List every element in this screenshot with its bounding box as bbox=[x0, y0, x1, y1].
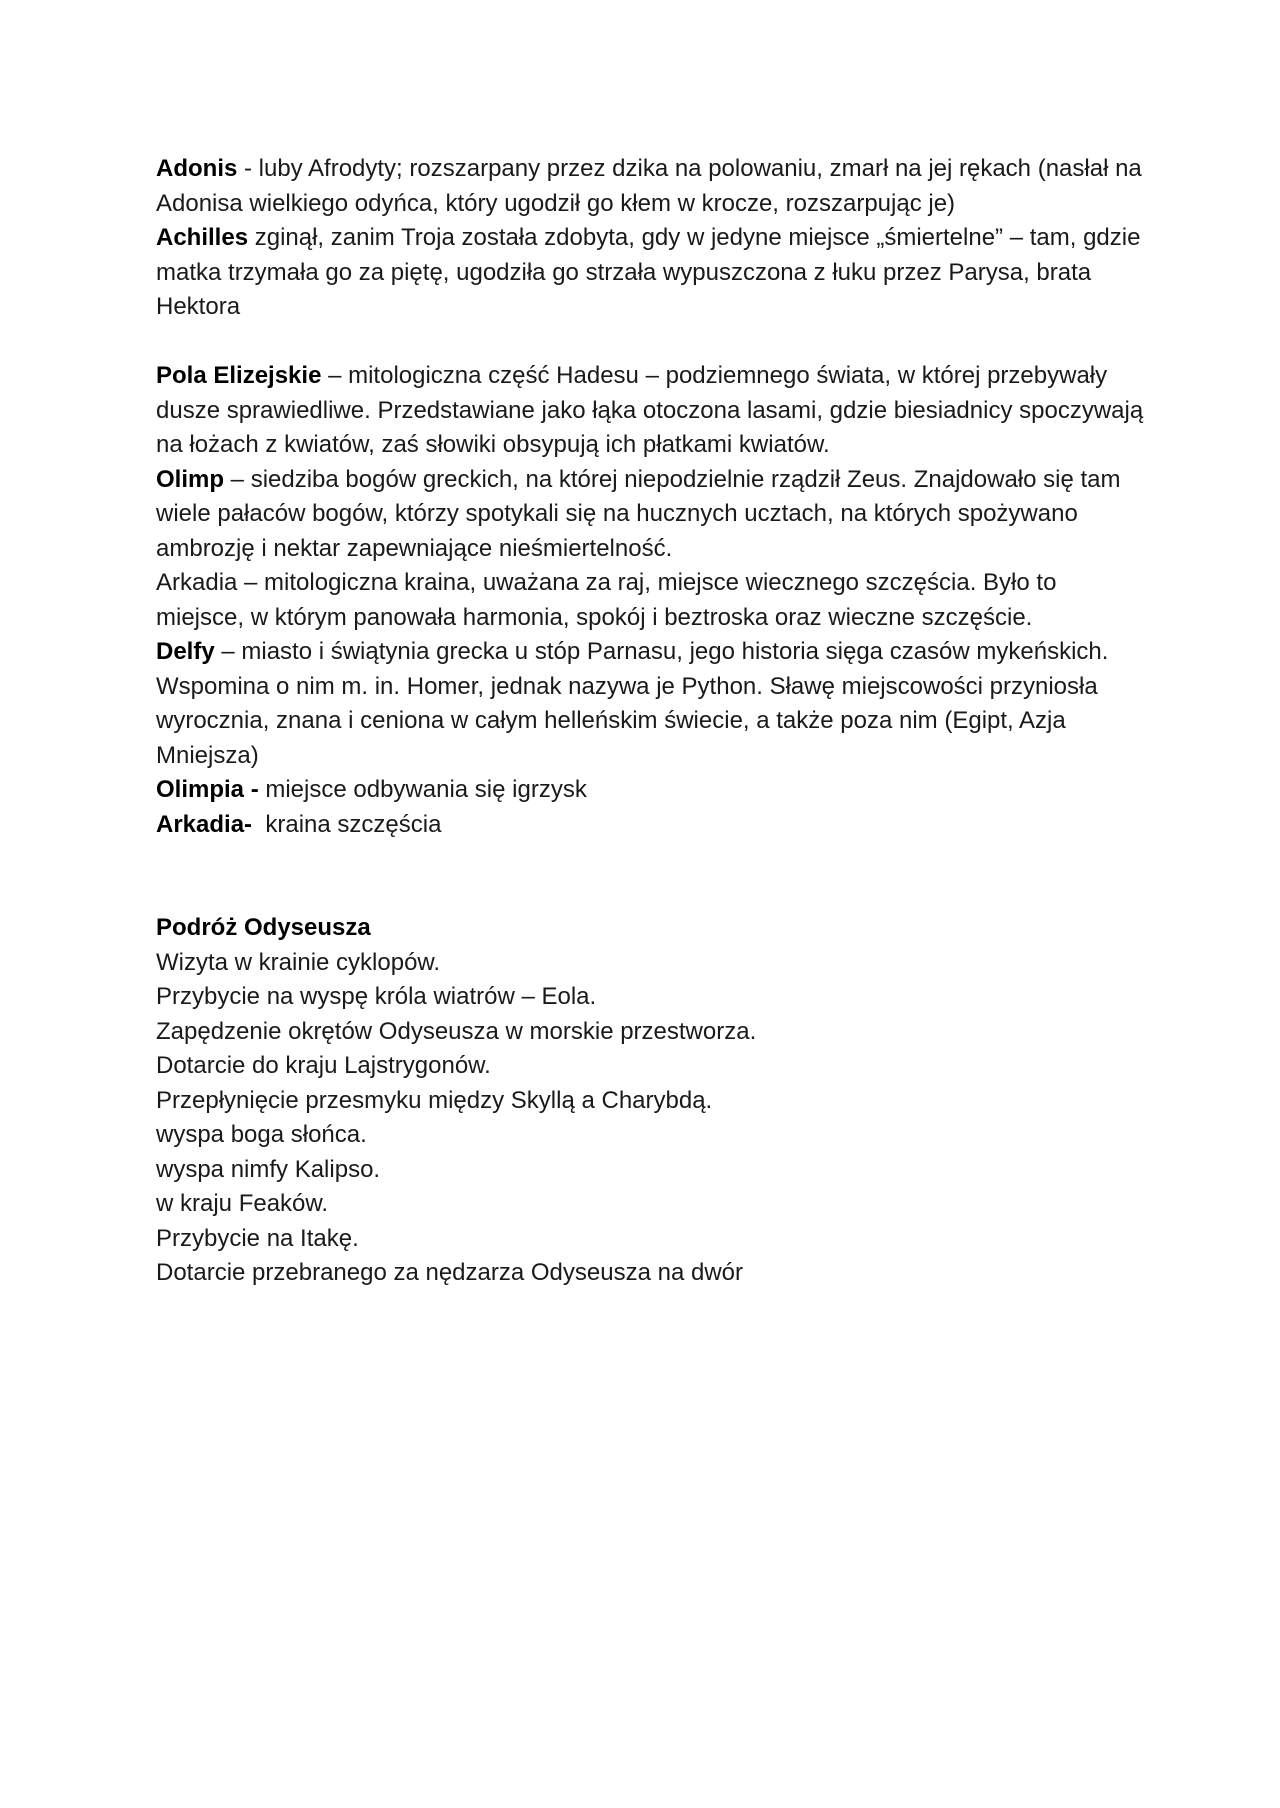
entry-arkadia-short bbox=[156, 808, 1146, 843]
document-page bbox=[156, 152, 1146, 1291]
section-spacer bbox=[156, 842, 1146, 911]
entry-term: Adonis bbox=[156, 155, 238, 182]
journey-step: Dotarcie przebranego za nędzarza Odyseusza na dwór bbox=[156, 1259, 743, 1286]
paragraph-spacer bbox=[156, 325, 1146, 360]
journey-step: w kraju Feaków. bbox=[156, 1190, 329, 1217]
journey-steps-list bbox=[156, 946, 1146, 1291]
entry-term: Pola Elizejskie bbox=[156, 362, 322, 389]
entry-term: Olimpia - bbox=[156, 776, 259, 803]
entry-text: kraina szczęścia bbox=[252, 810, 442, 838]
journey-step: Przepłynięcie przesmyku między Skyllą a Charybdą. bbox=[156, 1086, 713, 1114]
journey-step: wyspa boga słońca. bbox=[156, 1121, 367, 1148]
entry-term: Olimp bbox=[156, 465, 225, 493]
journey-heading: Podróż Odyseusza bbox=[156, 914, 371, 941]
entry-text: - luby Afrodyty; rozszarpany przez dzika na polowaniu, zmarł na jej rękach (nasłał na Adonisa wielkiego odyńca, który ugodził go kłem w krocze, rozszarpując je) bbox=[156, 155, 1142, 217]
entry-adonis bbox=[156, 152, 1146, 221]
journey-step: Przybycie na wyspę króla wiatrów – Eola. bbox=[156, 983, 597, 1010]
journey-step: Dotarcie do kraju Lajstrygonów. bbox=[156, 1052, 491, 1079]
entry-arkadia-long bbox=[156, 566, 1146, 635]
entry-term: Arkadia- bbox=[156, 810, 253, 838]
entry-olimpia bbox=[156, 773, 1146, 808]
entry-achilles bbox=[156, 221, 1146, 325]
entry-text: zginął, zanim Troja została zdobyta, gdy w jedyne miejsce „śmiertelne” – tam, gdzie matka trzymała go za piętę, ugodziła go strzała wypuszczona z łuku przez Parysa, brata Hektora bbox=[156, 224, 1141, 320]
journey-step: Wizyta w krainie cyklopów. bbox=[156, 948, 441, 976]
journey-step: wyspa nimfy Kalipso. bbox=[156, 1155, 381, 1183]
entry-olimp bbox=[156, 463, 1146, 567]
journey-step: Przybycie na Itakę. bbox=[156, 1224, 359, 1252]
entry-term: Achilles bbox=[156, 224, 249, 251]
entry-text: – miasto i świątynia grecka u stóp Parnasu, jego historia sięga czasów mykeńskich. Wspomina o nim m. in. Homer, jednak nazywa je Python. Sławę miejscowości przyniosła wyrocznia, znana i ceniona w całym helleńskim świecie, a także poza nim (Egipt, Azja Mniejsza) bbox=[156, 638, 1109, 769]
entry-delfy bbox=[156, 635, 1146, 773]
entry-text: miejsce odbywania się igrzysk bbox=[258, 776, 587, 803]
journey-step: Zapędzenie okrętów Odyseusza w morskie przestworza. bbox=[156, 1017, 757, 1045]
entry-term: Delfy bbox=[156, 638, 215, 665]
entry-text: Arkadia – mitologiczna kraina, uważana za raj, miejsce wiecznego szczęścia. Było to miejsce, w którym panowała harmonia, spokój i beztroska oraz wieczne szczęście. bbox=[156, 569, 1057, 631]
entry-pola-elizejskie bbox=[156, 359, 1146, 463]
entry-text: – mitologiczna część Hadesu – podziemnego świata, w której przebywały dusze sprawiedliwe. Przedstawiane jako łąka otoczona lasami, gdzie biesiadnicy spoczywają na łożach z kwiatów, zaś słowiki obsypują ich płatkami kwiatów. bbox=[156, 362, 1144, 458]
entry-text: – siedziba bogów greckich, na której niepodzielnie rządził Zeus. Znajdowało się tam wiele pałaców bogów, którzy spotykali się na hucznych ucztach, na których spożywano ambrozję i nektar zapewniające nieśmiertelność. bbox=[156, 465, 1121, 562]
